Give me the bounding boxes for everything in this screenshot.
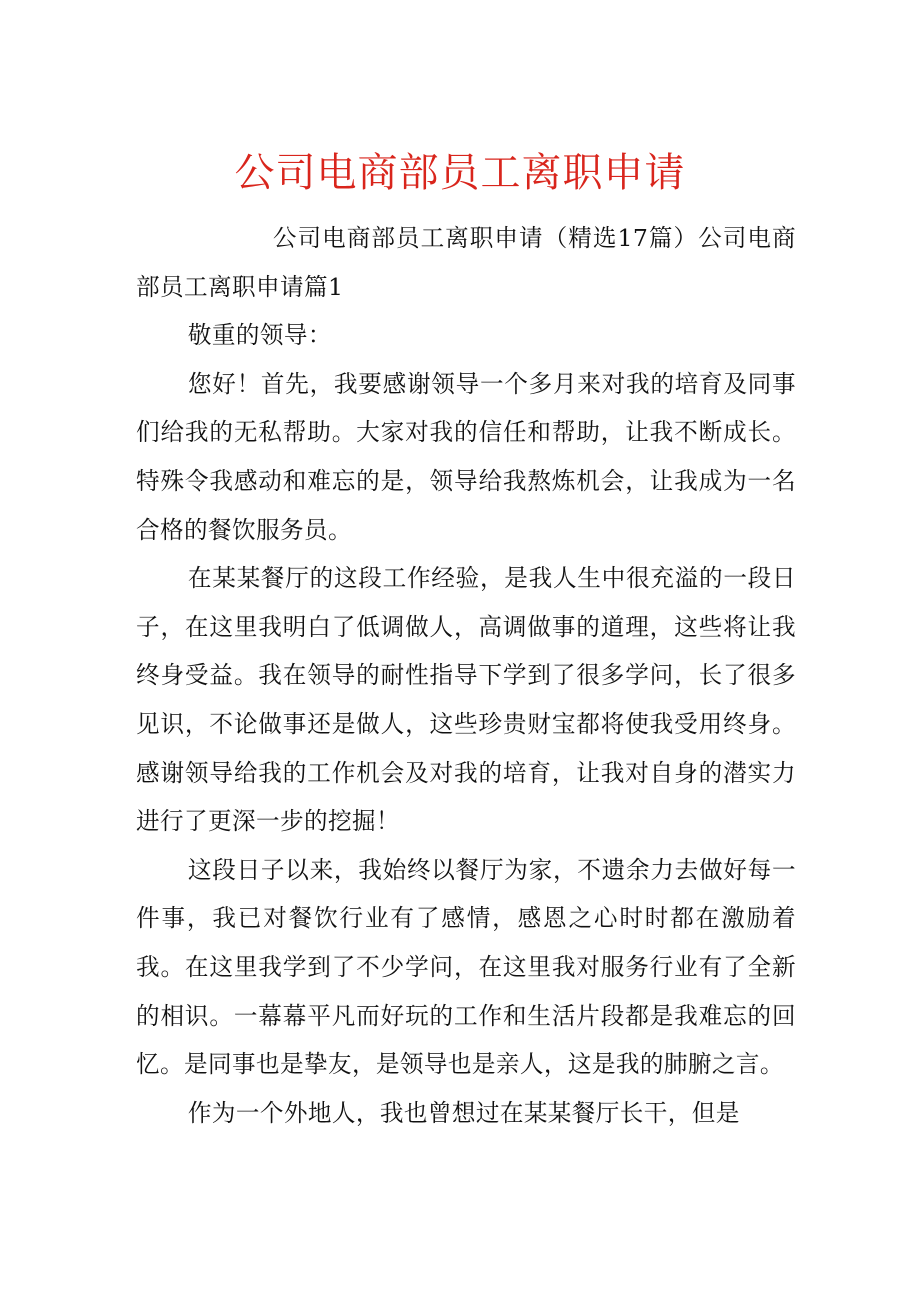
paragraph-2: 在某某餐厅的这段工作经验，是我人生中很充溢的一段日子，在这里我明白了低调做人，高调做事的道理，这些将让我终身受益。我在领导的耐性指导下学到了很多学问，长了很多见识，不论做事还是做人，这些珍贵财宝都将使我受用终身。感谢领导给我的工作机会及对我的培育，让我对自身的潜实力进行了更深一步的挖掘！ (136, 564, 796, 836)
document-title: 公司电商部员工离职申请 (234, 150, 686, 196)
document-body (136, 214, 796, 1137)
document-subtitle: 公司电商部员工离职申请（精选17篇）公司电商部员工离职申请篇1 (136, 224, 796, 301)
salutation: 敬重的领导： (187, 321, 332, 350)
paragraph-1: 您好！首先，我要感谢领导一个多月来对我的培育及同事们给我的无私帮助。大家对我的信任和帮助，让我不断成长。特殊令我感动和难忘的是，领导给我熬炼机会，让我成为一名合格的餐饮服务员。 (136, 369, 796, 544)
paragraph-4: 作为一个外地人，我也曾想过在某某餐厅长干，但是 (187, 1098, 740, 1127)
paragraph-3: 这段日子以来，我始终以餐厅为家，不遗余力去做好每一件事，我已对餐饮行业有了感情，感恩之心时时都在激励着我。在这里我学到了不少学问，在这里我对服务行业有了全新的相识。一幕幕平凡而好玩的工作和生活片段都是我难忘的回忆。是同事也是挚友，是领导也是亲人，这是我的肺腑之言。 (136, 855, 796, 1079)
